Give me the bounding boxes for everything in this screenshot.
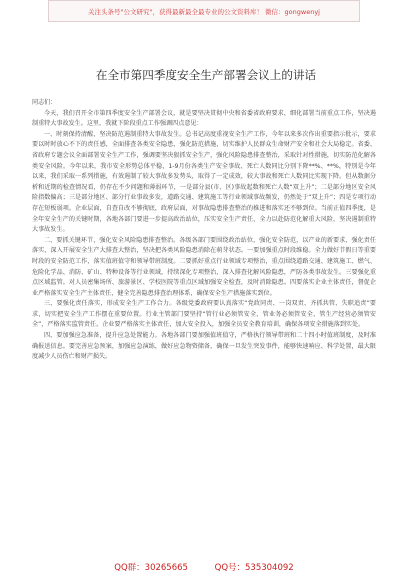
paragraph: 二、要抓关键环节，强化安全风险隐患排查整治。各级各部门要围绕政治站位，强化安全防范，以产业的新要求，强化责任落实，深入开展安全生产大排查大整治，坚决把各类风险隐患消除在萌芽状态。一要加强重点时段维稳。全力做好节假日等重要时段的安全防范工作，落实值班值守和领导带班制度。二要抓好重点行业领域专项整治，重点围绕道路交通、建筑施工、燃气、危险化学品、消防、矿山、特种设备等行业领域，持续深化专项整治，深入排查化解风险隐患，严防各类事故发生。三要强化重点区域监管。对人员密集场所、旅游景区、学校医院等重点区域加强安全检查，及时消除隐患。四要落实企业主体责任，督促企业严格落实安全生产主体责任，健全完善隐患排查治理体系，确保安全生产措施落实到位。	[32, 236, 376, 297]
qq-number: QQ号：535304092	[214, 563, 294, 573]
contact-footer	[0, 561, 408, 573]
banner-text: 关注头条号"公文研究"，获得最新最全最专业的公文资料库！ 微信：gongwenyj	[88, 7, 320, 16]
document-title: 在全市第四季度安全生产部署会议上的讲话	[95, 68, 317, 82]
qq-group: QQ群：30265665	[114, 563, 188, 573]
paragraph: 四、要加强应急准备，提升应急处置能力。各地各部门要加强值班值守，严格执行领导带班和二十四小时值班制度，及时准确报送信息。要完善应急预案，加强应急演练，做好应急物资储备，确保一旦发生突发事件，能够快速响应、科学处置，最大限度减少人员伤亡和财产损失。	[32, 332, 376, 361]
paragraph: 今天，我们召开全市第四季度安全生产部署会议，就是要坚决贯彻中央和省委省政府要求，细化部署当前重点工作，坚决遏制重特大事故发生。这里，我就下阶段重点工作强调四点意见：	[32, 109, 376, 128]
paragraph: 一、时刻保持清醒，坚决防范遏制重特大事故发生。总书记高度重视安全生产工作，今年以来多次作出重要指示批示，要求要以时时放心不下的责任感，全面排查各类安全隐患，强化防范措施，切实维护人民群众生命财产安全和社会大局稳定。省委、省政府专题会议全面部署安全生产工作，强调要坚决狠抓安全生产，强化风险隐患排查整治，采取针对性措施，切实防范化解各类安全风险。今年以来，我市安全形势总体平稳，1-9月份各类生产安全事故、死亡人数同比分别下降**%、**%，特别是今年以来，我们采取一系列措施，有效遏制了较大事故多发势头，取得了一定成效，较大事故和死亡人数同比实现下降。但从数据分析和近期的检查情况看，仍存在不少问题和薄弱环节，一是部分县(市、区)事故起数和死亡人数“双上升”；二是部分地区安全风险指数偏高；三是部分地区、部分行业事故多发，道路交通、建筑施工等行业领域事故频发，仍然处于“双上升”；四是专项行动存在短板弱项。企业层面，自查自改不够彻底，政府层面，对事故隐患排查整治的推进和落实还不够到位。当前正值四季度，是全年安全生产的关键时期，各地各部门要进一步提高政治站位，压实安全生产责任，全力以赴防范化解重大风险，坚决遏制重特大事故发生。	[32, 130, 376, 234]
paragraph: 三、要强化责任落实，形成安全生产工作合力。各级党委政府要认真落实“党政同责、一岗双责、齐抓共管、失职追责”要求，切实把安全生产工作摆在重要位置。行业主管部门要坚持“管行业必须管安全、管业务必须管安全、管生产经营必须管安全”，严格落实监管责任。企业要严格落实主体责任，加大安全投入，加强全员安全教育培训，确保各项安全措施落到实处。	[32, 300, 376, 329]
salutation: 同志们：	[32, 99, 57, 106]
document-body	[32, 98, 376, 550]
promo-banner	[48, 0, 360, 22]
